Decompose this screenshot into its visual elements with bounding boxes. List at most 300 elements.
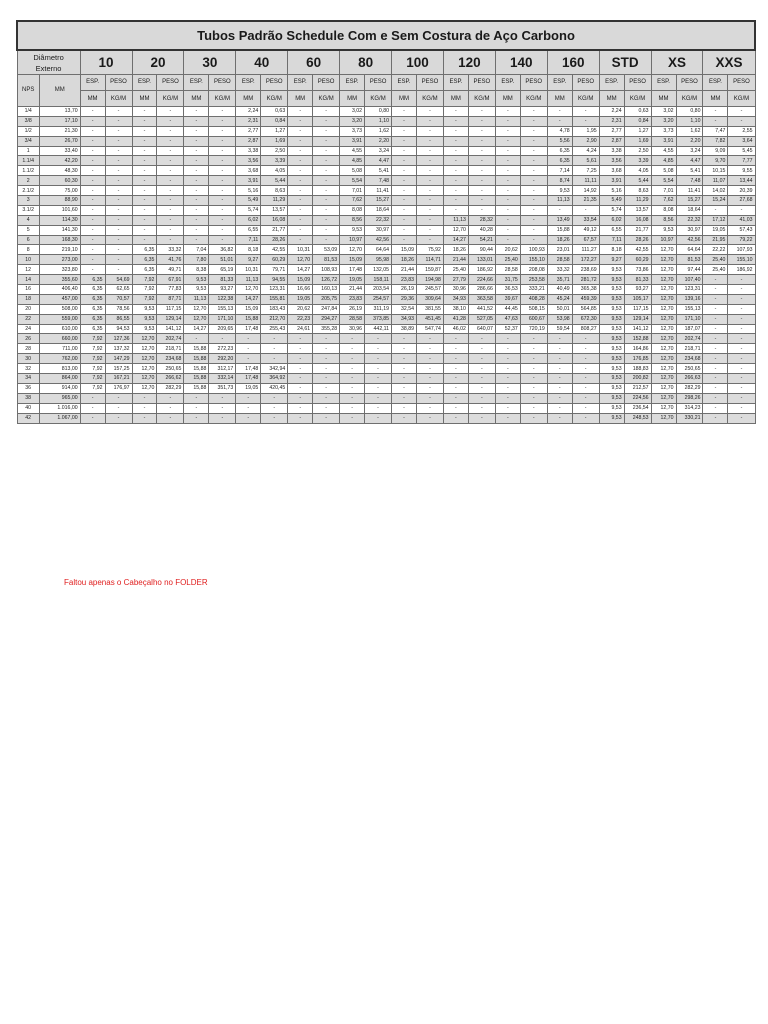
peso-header: PESO — [261, 75, 288, 91]
peso-cell: - — [313, 186, 340, 196]
table-row — [17, 304, 755, 314]
esp-header: ESP. — [340, 75, 365, 91]
esp-cell: - — [288, 166, 313, 176]
esp-cell: 24,61 — [288, 324, 313, 334]
peso-cell: 0,84 — [261, 116, 288, 126]
peso-cell: - — [520, 176, 547, 186]
peso-cell: - — [105, 176, 132, 186]
peso-cell: - — [416, 136, 443, 146]
esp-cell: 9,53 — [599, 285, 624, 295]
nps-cell: 3 — [17, 196, 39, 206]
peso-cell: 30,97 — [365, 225, 392, 235]
esp-cell: - — [392, 215, 417, 225]
esp-cell: 30,96 — [443, 285, 468, 295]
unit-kgm: KG/M — [157, 91, 184, 107]
esp-cell: 19,05 — [236, 383, 261, 393]
esp-header: ESP. — [184, 75, 209, 91]
esp-cell: - — [340, 334, 365, 344]
peso-cell: 27,68 — [728, 196, 755, 206]
peso-cell: - — [209, 393, 236, 403]
nps-cell: 12 — [17, 265, 39, 275]
peso-cell: 364,92 — [261, 374, 288, 384]
peso-cell: - — [157, 196, 184, 206]
peso-cell: 111,27 — [572, 245, 599, 255]
esp-cell: 23,83 — [340, 294, 365, 304]
mm-cell: 610,00 — [39, 324, 80, 334]
peso-cell: - — [468, 393, 495, 403]
esp-cell: - — [703, 116, 728, 126]
esp-cell: 23,83 — [392, 275, 417, 285]
nps-cell: 14 — [17, 275, 39, 285]
esp-cell: 6,02 — [236, 215, 261, 225]
esp-cell: 10,31 — [236, 265, 261, 275]
peso-cell: - — [313, 334, 340, 344]
peso-cell: 141,12 — [624, 324, 651, 334]
esp-cell: - — [184, 235, 209, 245]
peso-cell: 5,44 — [261, 176, 288, 186]
esp-cell: 9,53 — [599, 413, 624, 423]
peso-cell: - — [520, 156, 547, 166]
esp-cell: - — [132, 166, 157, 176]
peso-cell: 108,93 — [313, 265, 340, 275]
esp-cell: - — [236, 403, 261, 413]
esp-cell: - — [184, 413, 209, 423]
peso-cell: 1,62 — [365, 126, 392, 136]
esp-cell: - — [288, 146, 313, 156]
peso-cell: 152,88 — [624, 334, 651, 344]
peso-cell: 309,64 — [416, 294, 443, 304]
mm-cell: 457,00 — [39, 294, 80, 304]
peso-cell: 2,55 — [728, 126, 755, 136]
peso-cell: 28,26 — [261, 235, 288, 245]
esp-cell: 7,92 — [132, 275, 157, 285]
nps-cell: 2 — [17, 176, 39, 186]
peso-cell: 93,27 — [624, 285, 651, 295]
esp-cell: - — [184, 186, 209, 196]
peso-cell: - — [468, 413, 495, 423]
peso-cell: 16,08 — [624, 215, 651, 225]
peso-header: PESO — [209, 75, 236, 91]
peso-cell: 2,50 — [261, 146, 288, 156]
esp-cell: - — [392, 235, 417, 245]
peso-cell: - — [313, 364, 340, 374]
nps-cell: 3/8 — [17, 116, 39, 126]
peso-cell: 16,08 — [261, 215, 288, 225]
peso-cell: 527,05 — [468, 314, 495, 324]
mm-cell: 17,10 — [39, 116, 80, 126]
peso-cell: - — [728, 364, 755, 374]
peso-cell: 33,54 — [572, 215, 599, 225]
esp-cell: - — [288, 374, 313, 384]
esp-cell: 12,70 — [651, 334, 676, 344]
peso-cell: 4,24 — [572, 146, 599, 156]
peso-cell: - — [313, 196, 340, 206]
esp-cell: 15,88 — [184, 344, 209, 354]
esp-cell: - — [392, 354, 417, 364]
esp-cell: 25,40 — [703, 265, 728, 275]
esp-cell: - — [495, 196, 520, 206]
peso-cell: 133,01 — [468, 255, 495, 265]
esp-cell: 12,70 — [651, 294, 676, 304]
esp-cell: 2,24 — [236, 107, 261, 117]
esp-cell: - — [288, 364, 313, 374]
table-row — [17, 393, 755, 403]
peso-cell: - — [468, 403, 495, 413]
esp-cell: 9,53 — [599, 324, 624, 334]
peso-cell: - — [520, 354, 547, 364]
esp-cell: 6,35 — [80, 304, 105, 314]
mm-cell: 559,00 — [39, 314, 80, 324]
unit-mm: MM — [184, 91, 209, 107]
peso-cell: - — [157, 126, 184, 136]
peso-cell: 408,28 — [520, 294, 547, 304]
esp-cell: - — [236, 413, 261, 423]
peso-cell: 202,74 — [676, 334, 703, 344]
esp-cell: 7,62 — [651, 196, 676, 206]
esp-cell: - — [288, 393, 313, 403]
peso-cell: - — [365, 354, 392, 364]
peso-cell: 4,05 — [624, 166, 651, 176]
esp-cell: 3,56 — [599, 156, 624, 166]
table-row — [17, 205, 755, 215]
esp-cell: 19,05 — [340, 275, 365, 285]
esp-cell: - — [132, 156, 157, 166]
peso-header: PESO — [365, 75, 392, 91]
esp-cell: - — [236, 344, 261, 354]
peso-cell: 355,28 — [313, 324, 340, 334]
esp-cell: 31,75 — [495, 275, 520, 285]
peso-cell: - — [313, 225, 340, 235]
esp-cell: - — [703, 314, 728, 324]
peso-cell: - — [105, 186, 132, 196]
esp-header: ESP. — [392, 75, 417, 91]
mm-cell: 323,80 — [39, 265, 80, 275]
footer-note: Faltou apenas o Cabeçalho no FOLDER — [64, 578, 208, 587]
esp-cell: - — [340, 413, 365, 423]
peso-cell: 22,32 — [676, 215, 703, 225]
peso-header: PESO — [468, 75, 495, 91]
peso-cell: 4,47 — [365, 156, 392, 166]
peso-cell: - — [468, 156, 495, 166]
peso-cell: 1,62 — [676, 126, 703, 136]
esp-cell: 20,62 — [495, 245, 520, 255]
esp-cell: 9,53 — [599, 314, 624, 324]
peso-cell: - — [313, 136, 340, 146]
esp-cell: 27,79 — [443, 275, 468, 285]
mm-cell: 711,00 — [39, 344, 80, 354]
mm-cell: 660,00 — [39, 334, 80, 344]
esp-cell: 5,16 — [599, 186, 624, 196]
esp-cell: - — [495, 383, 520, 393]
mm-cell: 508,00 — [39, 304, 80, 314]
esp-cell: - — [80, 107, 105, 117]
peso-cell: 4,47 — [676, 156, 703, 166]
peso-cell: - — [209, 196, 236, 206]
peso-cell: 205,75 — [313, 294, 340, 304]
peso-cell: - — [520, 374, 547, 384]
peso-cell: 600,67 — [520, 314, 547, 324]
esp-cell: 9,53 — [340, 225, 365, 235]
mm-header: MM — [39, 75, 80, 107]
unit-kgm: KG/M — [572, 91, 599, 107]
peso-cell: 155,81 — [261, 294, 288, 304]
peso-cell: 194,98 — [416, 275, 443, 285]
peso-cell: 15,27 — [676, 196, 703, 206]
peso-cell: - — [468, 186, 495, 196]
peso-cell: - — [105, 166, 132, 176]
esp-cell: - — [184, 176, 209, 186]
esp-cell: - — [288, 225, 313, 235]
esp-cell: - — [288, 413, 313, 423]
peso-cell: 81,53 — [313, 255, 340, 265]
esp-cell: - — [443, 383, 468, 393]
peso-cell: 5,41 — [676, 166, 703, 176]
peso-cell: 36,82 — [209, 245, 236, 255]
diameter-label-line2: Externo — [35, 63, 62, 73]
peso-cell: 459,39 — [572, 294, 599, 304]
table-row — [17, 374, 755, 384]
peso-cell: - — [105, 403, 132, 413]
esp-cell: 8,56 — [651, 215, 676, 225]
esp-cell: 17,48 — [236, 364, 261, 374]
esp-cell: - — [443, 393, 468, 403]
peso-cell: 147,29 — [105, 354, 132, 364]
peso-cell: - — [209, 413, 236, 423]
nps-cell: 18 — [17, 294, 39, 304]
esp-cell: 5,08 — [340, 166, 365, 176]
esp-cell: - — [184, 225, 209, 235]
esp-cell: - — [80, 146, 105, 156]
peso-cell: 255,43 — [261, 324, 288, 334]
peso-cell: - — [209, 126, 236, 136]
peso-cell: - — [313, 156, 340, 166]
schedule-header-xs: XS — [651, 50, 703, 75]
schedule-header-std: STD — [599, 50, 651, 75]
peso-cell: 155,13 — [676, 304, 703, 314]
peso-cell: - — [468, 116, 495, 126]
peso-cell: 442,11 — [365, 324, 392, 334]
mm-cell: 101,60 — [39, 205, 80, 215]
peso-cell: 22,32 — [365, 215, 392, 225]
peso-cell: 11,41 — [676, 186, 703, 196]
esp-cell: - — [495, 364, 520, 374]
esp-cell: 19,05 — [288, 294, 313, 304]
peso-cell: 114,71 — [416, 255, 443, 265]
esp-cell: - — [392, 383, 417, 393]
esp-cell: 9,53 — [599, 364, 624, 374]
esp-cell: 52,37 — [495, 324, 520, 334]
peso-cell: - — [209, 403, 236, 413]
esp-cell: 3,91 — [236, 176, 261, 186]
peso-cell: 87,71 — [157, 294, 184, 304]
esp-cell: - — [184, 393, 209, 403]
esp-cell: - — [340, 344, 365, 354]
esp-cell: - — [495, 215, 520, 225]
peso-cell: - — [105, 107, 132, 117]
esp-cell: 9,53 — [184, 275, 209, 285]
peso-cell: 49,71 — [157, 265, 184, 275]
esp-cell: 3,91 — [651, 136, 676, 146]
esp-cell: 5,49 — [236, 196, 261, 206]
peso-cell: - — [416, 354, 443, 364]
peso-cell: - — [520, 136, 547, 146]
peso-cell: - — [209, 156, 236, 166]
peso-cell: - — [520, 383, 547, 393]
peso-cell: 107,40 — [676, 275, 703, 285]
peso-cell: 41,03 — [728, 215, 755, 225]
peso-cell: - — [313, 403, 340, 413]
peso-cell: 105,17 — [624, 294, 651, 304]
peso-cell: - — [105, 265, 132, 275]
esp-cell: - — [80, 413, 105, 423]
nps-cell: 40 — [17, 403, 39, 413]
peso-cell: - — [209, 146, 236, 156]
esp-cell: 3,02 — [651, 107, 676, 117]
esp-cell: 50,01 — [547, 304, 572, 314]
peso-cell: 333,21 — [520, 285, 547, 295]
esp-cell: - — [80, 196, 105, 206]
esp-cell: - — [392, 176, 417, 186]
peso-cell: 224,66 — [468, 275, 495, 285]
esp-cell: - — [495, 393, 520, 403]
peso-cell: - — [520, 334, 547, 344]
peso-cell: 183,43 — [261, 304, 288, 314]
schedule-group-row — [17, 50, 755, 75]
esp-cell: - — [443, 413, 468, 423]
esp-cell: 12,70 — [184, 314, 209, 324]
esp-cell: 11,13 — [443, 215, 468, 225]
esp-cell: 21,44 — [340, 285, 365, 295]
table-row — [17, 403, 755, 413]
peso-cell: - — [313, 393, 340, 403]
unit-kgm: KG/M — [468, 91, 495, 107]
peso-cell: - — [209, 334, 236, 344]
peso-cell: - — [416, 186, 443, 196]
peso-cell: 53,09 — [313, 245, 340, 255]
esp-cell: 22,23 — [288, 314, 313, 324]
esp-cell: - — [392, 116, 417, 126]
unit-kgm: KG/M — [261, 91, 288, 107]
esp-cell: - — [703, 334, 728, 344]
esp-cell: 9,53 — [132, 304, 157, 314]
esp-cell: 5,74 — [599, 205, 624, 215]
peso-cell: 123,31 — [261, 285, 288, 295]
peso-cell: - — [105, 156, 132, 166]
esp-cell: - — [184, 156, 209, 166]
peso-cell: - — [209, 205, 236, 215]
esp-cell: - — [443, 344, 468, 354]
peso-cell: - — [105, 196, 132, 206]
esp-cell: 2,31 — [599, 116, 624, 126]
peso-cell: - — [209, 235, 236, 245]
esp-cell: 4,78 — [547, 126, 572, 136]
peso-cell: 67,91 — [157, 275, 184, 285]
esp-cell: 5,49 — [599, 196, 624, 206]
esp-cell: 35,71 — [547, 275, 572, 285]
nps-cell: 1.1/2 — [17, 166, 39, 176]
esp-cell: - — [340, 364, 365, 374]
peso-cell: - — [261, 344, 288, 354]
esp-cell: - — [132, 116, 157, 126]
esp-cell: 7,47 — [703, 126, 728, 136]
esp-cell: - — [288, 176, 313, 186]
esp-cell: 12,70 — [132, 354, 157, 364]
peso-cell: 129,14 — [157, 314, 184, 324]
peso-cell: 203,54 — [365, 285, 392, 295]
table-row — [17, 285, 755, 295]
peso-cell: 5,44 — [624, 176, 651, 186]
esp-cell: - — [443, 196, 468, 206]
esp-cell: - — [80, 235, 105, 245]
peso-cell: - — [468, 126, 495, 136]
peso-cell: 286,66 — [468, 285, 495, 295]
peso-cell: 137,32 — [105, 344, 132, 354]
esp-header: ESP. — [703, 75, 728, 91]
peso-cell: 1,95 — [572, 126, 599, 136]
esp-cell: 16,66 — [288, 285, 313, 295]
esp-cell: 26,19 — [392, 285, 417, 295]
esp-cell: - — [547, 403, 572, 413]
peso-cell: 188,83 — [624, 364, 651, 374]
peso-cell: 90,44 — [468, 245, 495, 255]
table-row — [17, 156, 755, 166]
esp-cell: 5,54 — [651, 176, 676, 186]
esp-cell: - — [392, 146, 417, 156]
esp-cell: - — [547, 344, 572, 354]
peso-cell: 7,25 — [572, 166, 599, 176]
peso-cell: - — [209, 136, 236, 146]
table-row — [17, 344, 755, 354]
esp-cell: 3,20 — [651, 116, 676, 126]
peso-cell: - — [105, 126, 132, 136]
table-row — [17, 245, 755, 255]
peso-cell: - — [105, 393, 132, 403]
esp-cell: - — [495, 126, 520, 136]
esp-cell: 3,73 — [340, 126, 365, 136]
esp-cell: 40,49 — [547, 285, 572, 295]
esp-cell: 5,54 — [340, 176, 365, 186]
peso-cell: 167,21 — [105, 374, 132, 384]
peso-cell: 95,98 — [365, 255, 392, 265]
peso-cell: 42,55 — [624, 245, 651, 255]
peso-cell: - — [728, 413, 755, 423]
peso-cell: - — [157, 205, 184, 215]
table-row — [17, 146, 755, 156]
esp-cell: 9,53 — [599, 374, 624, 384]
peso-cell: 212,70 — [261, 314, 288, 324]
peso-cell: - — [313, 176, 340, 186]
esp-cell: 12,70 — [651, 255, 676, 265]
esp-cell: - — [443, 334, 468, 344]
peso-cell: - — [572, 107, 599, 117]
mm-cell: 219,10 — [39, 245, 80, 255]
diameter-label-line1: Diâmetro — [33, 52, 64, 62]
esp-cell: 25,40 — [495, 255, 520, 265]
esp-cell: - — [495, 374, 520, 384]
peso-cell: - — [157, 235, 184, 245]
peso-cell: - — [105, 255, 132, 265]
esp-cell: 12,70 — [651, 314, 676, 324]
nps-cell: 3/4 — [17, 136, 39, 146]
peso-cell: 20,39 — [728, 186, 755, 196]
peso-cell: 81,33 — [209, 275, 236, 285]
peso-cell: - — [572, 393, 599, 403]
peso-cell: - — [520, 413, 547, 423]
peso-cell: 65,19 — [209, 265, 236, 275]
esp-cell: 12,70 — [651, 374, 676, 384]
esp-cell: 6,35 — [547, 156, 572, 166]
esp-cell: 17,12 — [703, 215, 728, 225]
